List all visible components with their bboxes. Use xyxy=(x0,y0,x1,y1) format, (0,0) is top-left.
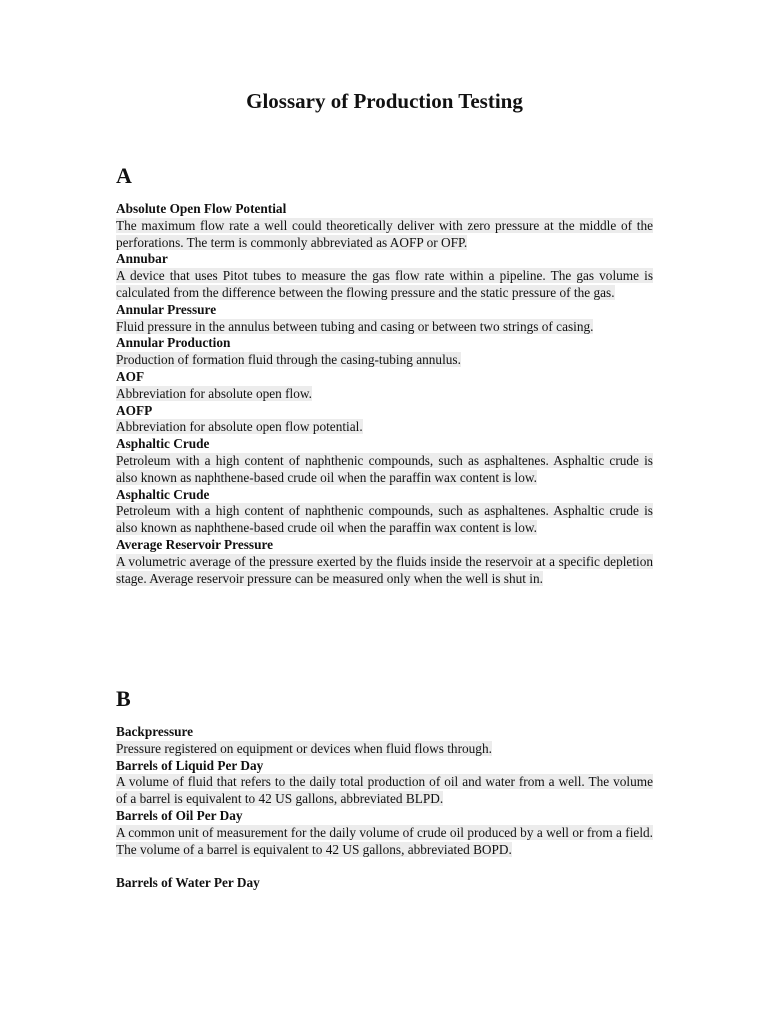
entry-term: Average Reservoir Pressure xyxy=(116,536,274,552)
glossary-entry xyxy=(116,436,653,486)
entry-definition: A volumetric average of the pressure exerted by the fluids inside the reservoir at a specific depletion stage. Average reservoir pressure can be measured only when the well is shut in. xyxy=(116,553,653,586)
entry-definition: A common unit of measurement for the daily volume of crude oil produced by a well or from a field. The volume of a barrel is equivalent to 42 US gallons, abbreviated BOPD. xyxy=(116,824,653,857)
entry-term: Barrels of Oil Per Day xyxy=(116,807,243,823)
glossary-entry xyxy=(116,369,653,403)
document-title: Glossary of Production Testing xyxy=(246,89,523,113)
entry-term: Asphaltic Crude xyxy=(116,486,210,502)
glossary-entry xyxy=(116,875,653,892)
section-letter: B xyxy=(116,686,131,711)
glossary-entry xyxy=(116,808,653,858)
entry-term: Barrels of Liquid Per Day xyxy=(116,757,264,773)
entry-term: Asphaltic Crude xyxy=(116,436,210,452)
glossary-entry xyxy=(116,302,653,336)
section-letter: A xyxy=(116,163,132,188)
section-a xyxy=(116,163,653,587)
entry-definition: Petroleum with a high content of naphthenic compounds, such as asphaltenes. Asphaltic crude is also known as naphthene-based crude oil when the paraffin wax content is low. xyxy=(116,503,653,536)
entry-definition: Pressure registered on equipment or devices when fluid flows through. xyxy=(116,740,492,756)
entry-term: Annubar xyxy=(116,251,168,267)
entry-term: Barrels of Water Per Day xyxy=(116,875,260,891)
entry-definition: Petroleum with a high content of naphthenic compounds, such as asphaltenes. Asphaltic crude is also known as naphthene-based crude oil when the paraffin wax content is low. xyxy=(116,452,653,485)
entry-definition: A volume of fluid that refers to the daily total production of oil and water from a well. The volume of a barrel is equivalent to 42 US gallons, abbreviated BLPD. xyxy=(116,774,653,807)
glossary-entry xyxy=(116,537,653,587)
section-b xyxy=(116,686,653,892)
entry-term: AOF xyxy=(116,368,145,384)
entry-term: Backpressure xyxy=(116,724,194,739)
entry-list xyxy=(116,724,653,892)
glossary-entry xyxy=(116,487,653,537)
entry-definition: Fluid pressure in the annulus between tubing and casing or between two strings of casing. xyxy=(116,318,594,334)
glossary-entry xyxy=(116,251,653,301)
entry-term: Annular Production xyxy=(116,335,231,351)
entry-term: AOFP xyxy=(116,402,153,418)
entry-definition: Abbreviation for absolute open flow. xyxy=(116,385,312,401)
glossary-entry xyxy=(116,201,653,251)
entry-list xyxy=(116,201,653,587)
glossary-entry xyxy=(116,758,653,808)
glossary-entry xyxy=(116,335,653,369)
glossary-entry xyxy=(116,403,653,437)
entry-definition: Production of formation fluid through the casing-tubing annulus. xyxy=(116,352,461,368)
entry-definition: Abbreviation for absolute open flow potential. xyxy=(116,419,363,435)
entry-term: Annular Pressure xyxy=(116,301,217,317)
entry-term: Absolute Open Flow Potential xyxy=(116,201,287,216)
entry-definition: A device that uses Pitot tubes to measure the gas flow rate within a pipeline. The gas volume is calculated from the difference between the flowing pressure and the static pressure of the gas. xyxy=(116,268,653,300)
glossary-entry xyxy=(116,724,653,758)
entry-definition: The maximum flow rate a well could theoretically deliver with zero pressure at the middle of the perforations. The term is commonly abbreviated as AOFP or OFP. xyxy=(116,217,653,250)
